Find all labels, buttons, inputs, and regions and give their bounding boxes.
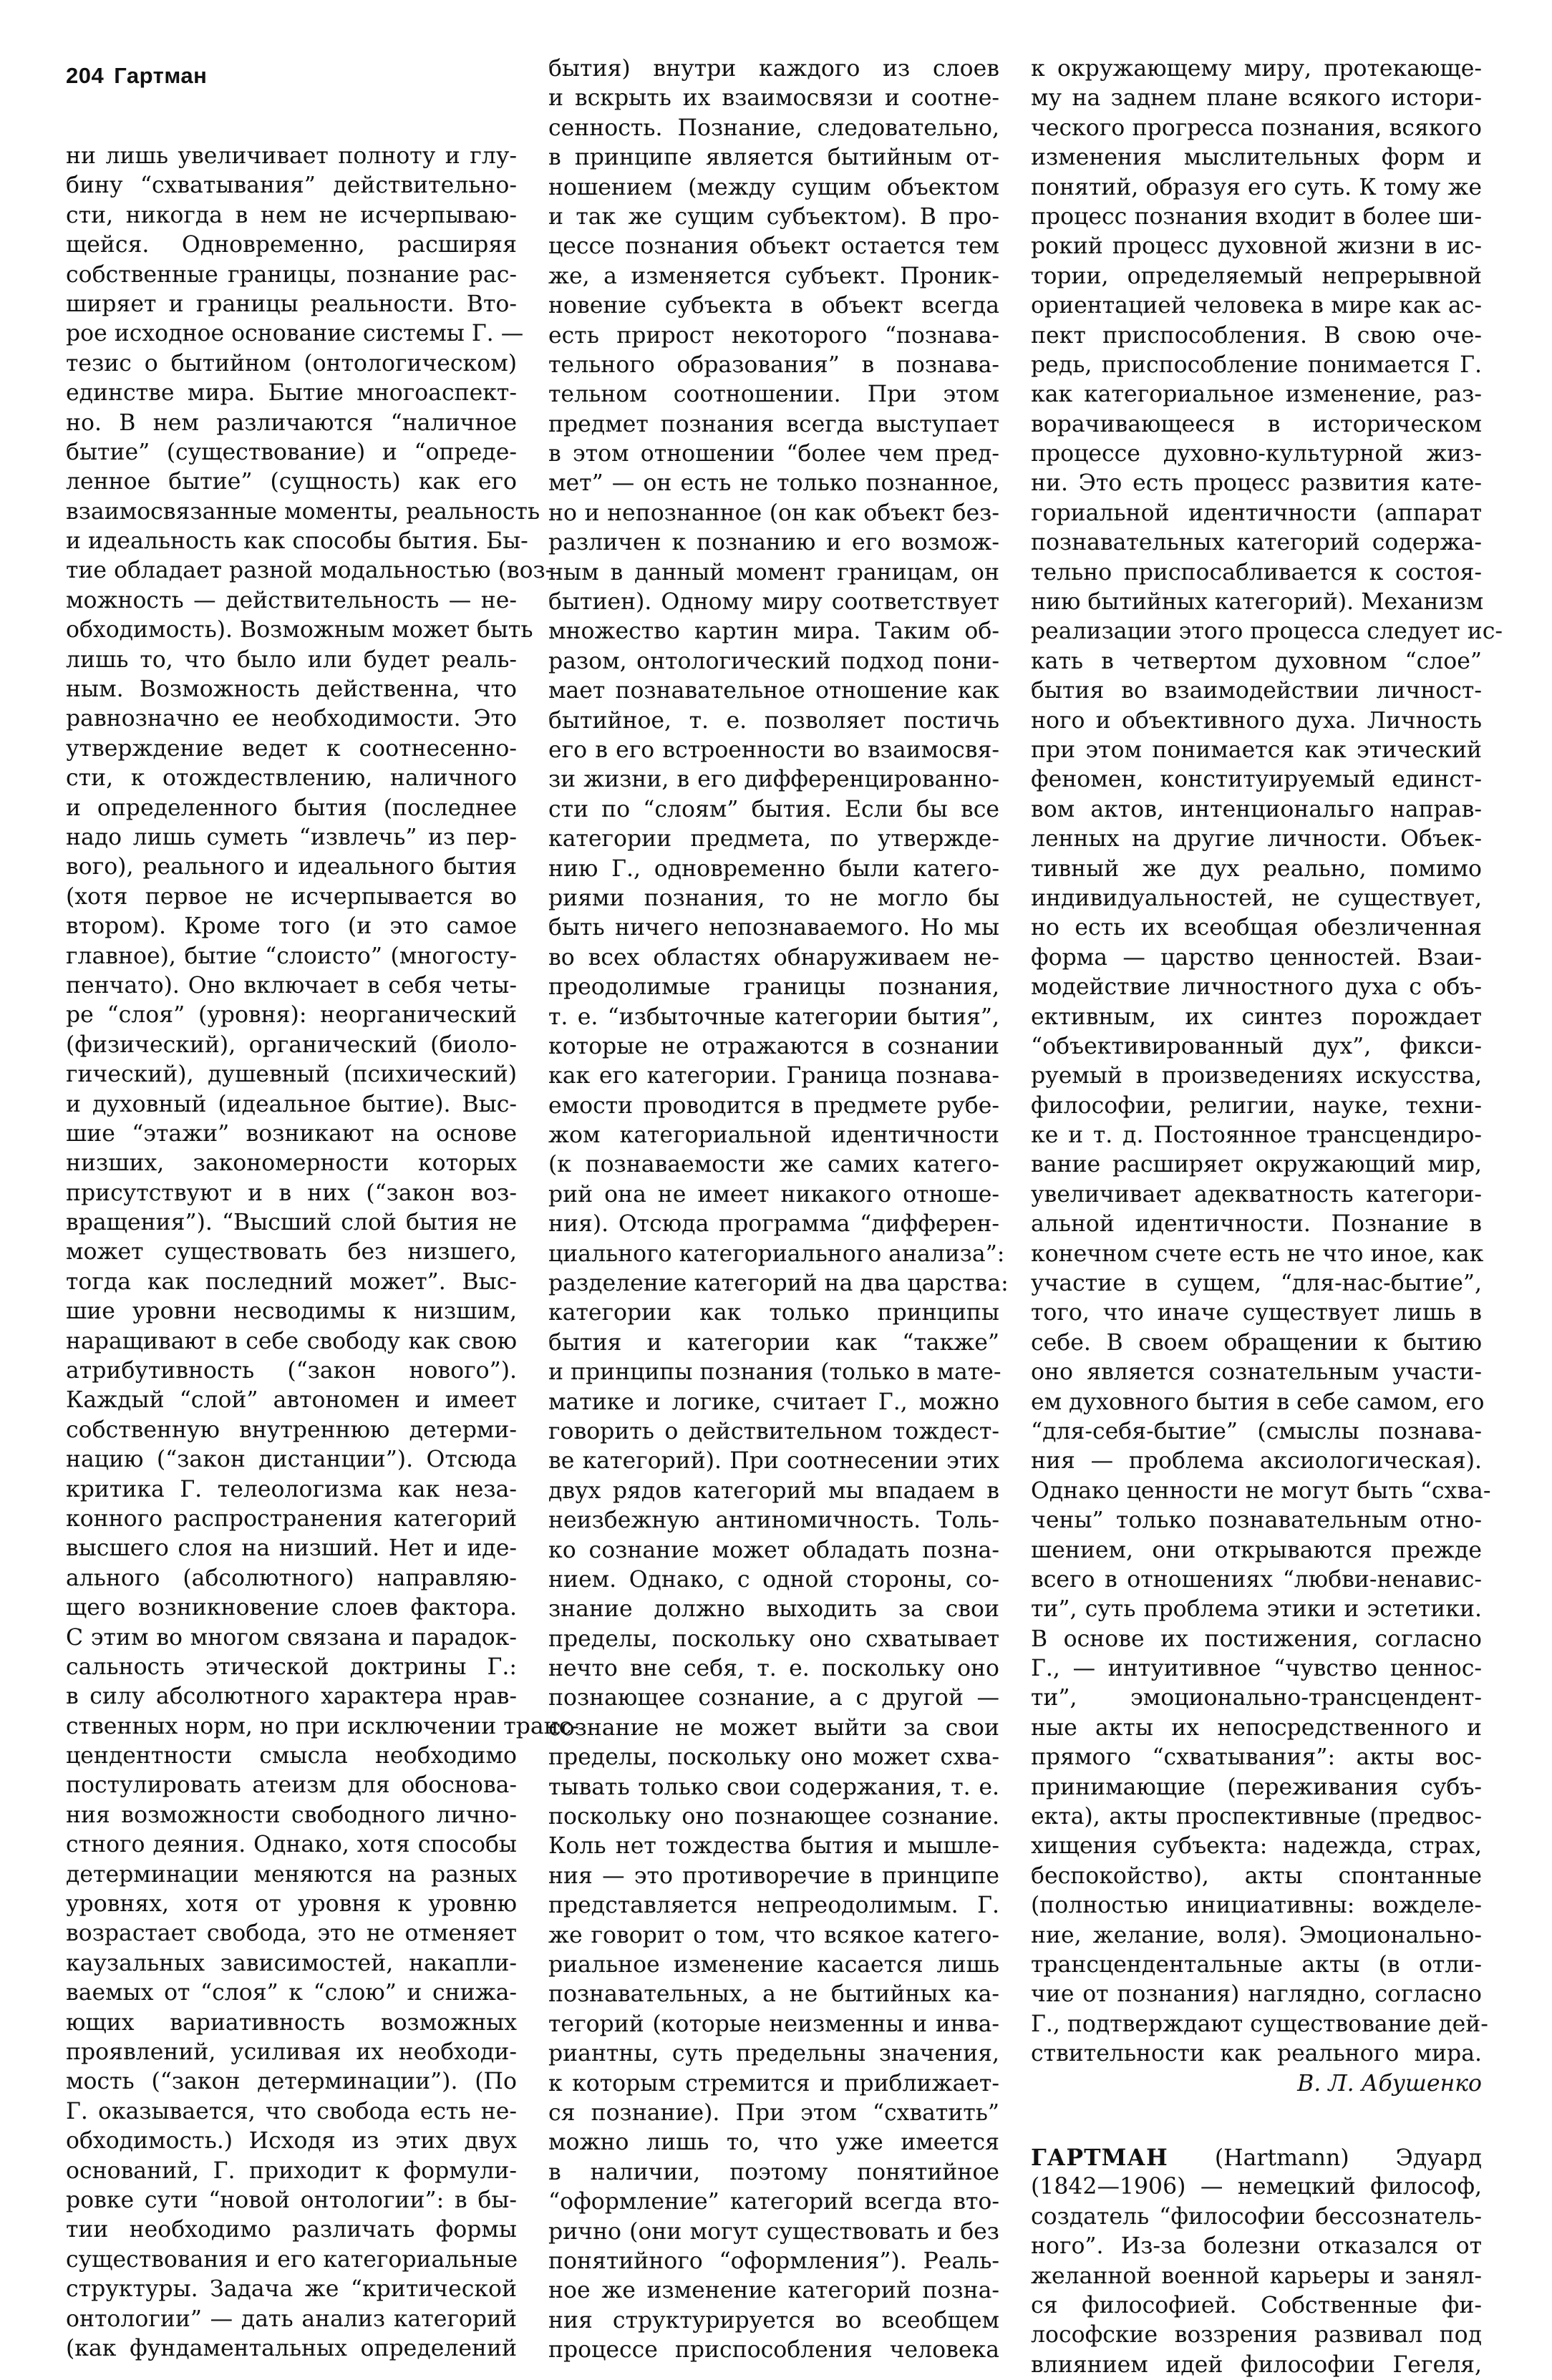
- text-line: тельного образования” в познава-: [548, 351, 999, 378]
- text-line: ющих вариативность возможных: [66, 2009, 517, 2036]
- text-line: равнозначно ее необходимости. Это: [66, 706, 517, 732]
- text-line: ровке сути “новой онтологии”: в бы-: [66, 2187, 517, 2213]
- text-line: ственных норм, но при исключении транс-: [66, 1713, 579, 1739]
- text-line: сти, никогда в нем не исчерпываю-: [66, 202, 517, 228]
- text-line: реализации этого процесса следует ис-: [1031, 618, 1503, 645]
- text-line: прямого “схватывания”: акты вос-: [1031, 1744, 1482, 1771]
- text-line: принимающие (переживания субъ-: [1031, 1774, 1482, 1800]
- text-line: в силу абсолютного характера нрав-: [66, 1684, 517, 1710]
- text-line: мость (“закон детерминации”). (По: [66, 2069, 517, 2095]
- text-line: сти по “слоям” бытия. Если бы все: [548, 796, 999, 822]
- text-line: влиянием идей философии Гегеля,: [1031, 2351, 1482, 2378]
- text-line: в этом отношении “более чем пред-: [548, 441, 999, 467]
- text-line: нечто вне себя, т. е. поскольку оно: [548, 1656, 999, 1682]
- text-line: лишь то, что было или будет реаль-: [66, 646, 517, 673]
- text-line: стного деяния. Однако, хотя способы: [66, 1832, 517, 1858]
- text-column-2: [548, 54, 1009, 2365]
- text-line: ке и т. д. Постоянное трансцендиро-: [1031, 1122, 1482, 1149]
- text-line: в наличии, поэтому понятийное: [548, 2159, 999, 2185]
- text-line: ние, желание, воля). Эмоционально-: [1031, 1922, 1482, 1948]
- text-line: но. В нем различаются “наличное: [66, 409, 517, 436]
- text-line: существования и его категориальные: [66, 2246, 518, 2273]
- text-line: присутствуют и в них (“закон воз-: [66, 1180, 517, 1206]
- text-line: ния). Отсюда программа “дифферен-: [548, 1211, 999, 1238]
- text-line: проявлений, усиливая их необходи-: [66, 2039, 517, 2065]
- text-line: нием. Однако, с одной стороны, со-: [548, 1566, 999, 1593]
- text-line: конного распространения категорий: [66, 1505, 517, 1532]
- text-line: собственную внутреннюю детерми-: [66, 1417, 517, 1443]
- text-line: постулировать атеизм для обоснова-: [66, 1772, 517, 1799]
- text-line: тие обладает разной модальностью (воз-: [66, 558, 553, 584]
- text-line: ленных на другие личности. Объек-: [1031, 826, 1482, 853]
- text-line: познавательных категорий содержа-: [1031, 530, 1482, 556]
- text-line: сознание не может выйти за свои: [548, 1714, 999, 1741]
- text-line: утверждение ведет к соотнесенно-: [66, 735, 517, 762]
- text-line: ти”, эмоционально-трансцендент-: [1031, 1685, 1482, 1711]
- text-line: возрастает свобода, это не отменяет: [66, 1920, 517, 1947]
- text-line: сенность. Познание, следовательно,: [548, 115, 999, 141]
- text-line: ширяет и границы реальности. Вто-: [66, 291, 517, 317]
- text-line: цендентности смысла необходимо: [66, 1743, 517, 1769]
- text-line: нию Г., одновременно были катего-: [548, 855, 999, 882]
- text-column-3: [1031, 54, 1503, 2380]
- text-line: ективным, их синтез порождает: [1031, 1004, 1482, 1030]
- text-line: тезис о бытийном (онтологическом): [66, 350, 517, 377]
- text-line: сальность этической доктрины Г.:: [66, 1653, 517, 1680]
- text-line: т. е. “избыточные категории бытия”,: [548, 1004, 999, 1030]
- text-line: В основе их постижения, согласно: [1031, 1626, 1482, 1652]
- text-line: обходимость). Возможным может быть: [66, 617, 533, 643]
- text-line: Г. оказывается, что свобода есть не-: [66, 2098, 517, 2124]
- text-line: тивный же дух реально, помимо: [1031, 855, 1482, 882]
- text-line: му на заднем плане всякого истори-: [1031, 85, 1482, 112]
- text-line: индивидуальностей, не существует,: [1031, 885, 1482, 911]
- text-line: гориальной идентичности (аппарат: [1031, 500, 1482, 526]
- text-line: понятийного “оформления”). Реаль-: [548, 2248, 999, 2274]
- text-line: рое исходное основание системы Г. —: [66, 321, 524, 347]
- text-line: ное же изменение категорий позна-: [548, 2278, 999, 2304]
- text-line: альной идентичности. Познание в: [1031, 1211, 1482, 1238]
- text-line: и определенного бытия (последнее: [66, 795, 517, 821]
- text-line: руемый в произведениях искусства,: [1031, 1063, 1482, 1089]
- entry-first-line: [1031, 2143, 1482, 2172]
- text-line: тории, определяемый непрерывной: [1031, 263, 1482, 289]
- text-line: быть ничего непознаваемого. Но мы: [548, 915, 999, 941]
- text-line: бытия) внутри каждого из слоев: [548, 56, 999, 82]
- text-line: С этим во многом связана и парадок-: [66, 1624, 517, 1651]
- text-line: шением, они открываются прежде: [1031, 1537, 1482, 1563]
- text-line: критика Г. телеологизма как неза-: [66, 1476, 517, 1502]
- text-line: познающее сознание, а с другой —: [548, 1685, 999, 1711]
- text-line: мет” — он есть не только познанное,: [548, 470, 999, 497]
- text-line: низших, закономерности которых: [66, 1150, 517, 1177]
- text-line: ворачивающееся в историческом: [1031, 411, 1482, 437]
- text-line: вом актов, интенциональго направ-: [1031, 796, 1482, 822]
- text-line: ния — проблема аксиологическая).: [1031, 1448, 1482, 1475]
- text-line: атрибутивность (“закон нового”).: [66, 1358, 517, 1384]
- text-line: чены” только познавательным отно-: [1031, 1507, 1482, 1534]
- text-line: риальное изменение касается лишь: [548, 1952, 999, 1978]
- text-line: Каждый “слой” автономен и имеет: [66, 1387, 517, 1414]
- entry-gap: [1031, 2099, 1482, 2143]
- text-line: можно лишь то, что уже имеется: [548, 2129, 999, 2156]
- text-line: категории как только принципы: [548, 1300, 999, 1326]
- text-line: бытийное, т. е. позволяет постичь: [548, 707, 999, 734]
- text-column-1: [66, 142, 579, 2364]
- text-line: категории предмета, по утвержде-: [548, 826, 999, 853]
- text-line: есть прирост некоторого “познава-: [548, 322, 999, 349]
- text-line: (к познаваемости же самих катего-: [548, 1152, 999, 1178]
- text-line: ния возможности свободного лично-: [66, 1802, 517, 1828]
- text-line: втором). Кроме того (и это самое: [66, 913, 517, 940]
- text-line: зи жизни, в его дифференцированно-: [548, 767, 999, 793]
- text-line: процессе духовно-культурной жиз-: [1031, 441, 1482, 467]
- text-line: же, а изменяется субъект. Проник-: [548, 263, 999, 289]
- text-line: Г., — интуитивное “чувство ценнос-: [1031, 1656, 1482, 1682]
- text-line: кать в четвертом духовном “слое”: [1031, 648, 1482, 674]
- text-line: ве категорий). При соотнесении этих: [548, 1448, 999, 1475]
- text-line: изменения мыслительных форм и: [1031, 145, 1482, 171]
- text-line: говорить о действительном тождест-: [548, 1418, 999, 1444]
- text-line: щего возникновение слоев фактора.: [66, 1595, 517, 1621]
- text-line: же говорит о том, что всякое катего-: [548, 1922, 999, 1948]
- text-line: тывать только свои содержания, т. е.: [548, 1774, 999, 1800]
- text-line: рокий процесс духовной жизни в ис-: [1031, 233, 1482, 260]
- text-line: к окружающему миру, протекающе-: [1031, 56, 1482, 82]
- text-line: ориентацией человека в мире как ас-: [1031, 293, 1482, 319]
- text-line: Однако ценности не могут быть “схва-: [1031, 1477, 1491, 1504]
- text-line: двух рядов категорий мы впадаем в: [548, 1477, 999, 1504]
- text-line: преодолимые границы познания,: [548, 974, 999, 1001]
- text-line: циального категориального анализа”:: [548, 1240, 1005, 1267]
- text-line: (полностью инициативны: вожделе-: [1031, 1893, 1482, 1919]
- text-line: высшего слоя на низший. Нет и иде-: [66, 1535, 517, 1562]
- text-line: уровнях, хотя от уровня к уровню: [66, 1891, 517, 1918]
- text-line: участие в сущем, “для-нас-бытие”,: [1031, 1271, 1482, 1297]
- text-line: главное), бытие “слоисто” (многосту-: [66, 943, 517, 969]
- text-line: емости проводится в предмете рубе-: [548, 1092, 999, 1119]
- text-line: процессе приспособления человека: [548, 2337, 999, 2364]
- text-line: обходимость.) Исходя из этих двух: [66, 2128, 517, 2155]
- text-line: к которым стремится и приближает-: [548, 2070, 999, 2097]
- text-line: и вскрыть их взаимосвязи и соотне-: [548, 85, 999, 112]
- text-line: разом, онтологический подход пони-: [548, 648, 999, 674]
- text-line: ни лишь увеличивает полноту и глу-: [66, 143, 517, 169]
- running-header: [66, 63, 207, 89]
- text-line: разделение категорий на два царства:: [548, 1271, 1009, 1297]
- text-line: екта), акты проспективные (предвос-: [1031, 1804, 1482, 1830]
- text-line: ные акты их непосредственного и: [1031, 1714, 1482, 1741]
- text-line: феномен, конституируемый единст-: [1031, 767, 1482, 793]
- text-line: матике и логике, считает Г., можно: [548, 1389, 999, 1415]
- text-line: беспокойство), акты спонтанные: [1031, 1862, 1482, 1889]
- text-line: (как фундаментальных определений: [66, 2335, 517, 2361]
- text-line: ся познание). При этом “схватить”: [548, 2099, 999, 2126]
- text-line: и духовный (идеальное бытие). Выс-: [66, 1091, 517, 1117]
- running-title: Гартман: [114, 63, 208, 88]
- text-line: ния структурируется во всеобщем: [548, 2307, 999, 2333]
- text-line: можность — действительность — не-: [66, 587, 517, 613]
- text-line: (физический), органический (биоло-: [66, 1031, 517, 1058]
- text-line: познавательных, а не бытийных ка-: [548, 1981, 999, 2008]
- text-line: структуры. Задача же “критической: [66, 2276, 517, 2303]
- text-line: новение субъекта в объект всегда: [548, 293, 999, 319]
- text-line: и принципы познания (только в мате-: [548, 1359, 1001, 1386]
- text-line: ношением (между сущим объектом: [548, 174, 999, 200]
- text-line: философии, религии, науке, техни-: [1031, 1092, 1482, 1119]
- text-line: ного”. Из-за болезни отказался от: [1031, 2233, 1482, 2260]
- text-line: бытия и категории как “также”: [548, 1329, 999, 1356]
- text-line: шие уровни несводимы к низшим,: [66, 1298, 517, 1325]
- text-line: и так же сущим субъектом). В про-: [548, 203, 999, 230]
- text-line: которые не отражаются в сознании: [548, 1033, 999, 1059]
- text-line: тегорий (которые неизменны и инва-: [548, 2011, 999, 2037]
- page-number: 204: [66, 63, 105, 88]
- text-line: пределы, поскольку оно может схва-: [548, 1744, 999, 1771]
- text-line: бытия во взаимодействии личност-: [1031, 678, 1482, 704]
- text-line: сти, к отождествлению, наличного: [66, 765, 517, 792]
- text-line: ального (абсолютного) направляю-: [66, 1565, 517, 1591]
- text-line: понятий, образуя его суть. К тому же: [1031, 174, 1482, 200]
- text-line: может существовать без низшего,: [66, 1239, 517, 1266]
- text-line: (1842—1906) — немецкий философ,: [1031, 2174, 1482, 2200]
- text-line: пект приспособления. В свою оче-: [1031, 322, 1482, 349]
- text-line: представляется непреодолимым. Г.: [548, 1893, 999, 1919]
- text-line: рий она не имеет никакого отноше-: [548, 1181, 999, 1208]
- text-line: ным. Возможность действенна, что: [66, 676, 517, 703]
- text-line: единстве мира. Бытие многоаспект-: [66, 380, 517, 407]
- text-line: надо лишь суметь “извлечь” из пер-: [66, 824, 517, 850]
- text-line: во всех областях обнаруживаем не-: [548, 944, 999, 971]
- text-line: тельно приспосабливается к состоя-: [1031, 559, 1482, 586]
- text-line: вание расширяет окружающий мир,: [1031, 1152, 1482, 1178]
- text-line: различен к познанию и его возмож-: [548, 530, 999, 556]
- text-line: ваемых от “слоя” к “слою” и снижа-: [66, 1980, 517, 2006]
- text-line: бытиен). Одному миру соответствует: [548, 589, 999, 616]
- text-line: ко сознание может обладать позна-: [548, 1537, 999, 1563]
- text-line: себе. В своем обращении к бытию: [1031, 1329, 1482, 1356]
- text-line: процесс познания входит в более ши-: [1031, 203, 1482, 230]
- text-line: детерминации меняются на разных: [66, 1861, 517, 1888]
- text-line: тогда как последний может”. Выс-: [66, 1268, 517, 1295]
- text-line: как категориальное изменение, раз-: [1031, 382, 1482, 408]
- text-line: бину “схватывания” действительно-: [66, 173, 517, 199]
- text-line: цессе познания объект остается тем: [548, 233, 999, 260]
- text-line: ти”, суть проблема этики и эстетики.: [1031, 1596, 1482, 1623]
- text-line: мает познавательное отношение как: [548, 678, 999, 704]
- text-line: модействие личностного духа с объ-: [1031, 974, 1482, 1001]
- text-line: вого), реального и идеального бытия: [66, 854, 517, 880]
- text-line: Г., подтверждают существование дей-: [1031, 2011, 1488, 2037]
- text-line: рично (они могут существовать и без: [548, 2218, 999, 2245]
- entry-line-rest: (Hartmann) Эдуард: [1168, 2145, 1482, 2171]
- text-line: ческого прогресса познания, всякого: [1031, 115, 1482, 141]
- text-line: форма — царство ценностей. Взаи-: [1031, 944, 1482, 971]
- text-line: предмет познания всегда выступает: [548, 411, 999, 437]
- text-line: множество картин мира. Таким об-: [548, 618, 999, 645]
- text-line: хищения субъекта: надежда, страх,: [1031, 1833, 1482, 1860]
- text-line: ся философией. Собственные фи-: [1031, 2292, 1482, 2318]
- text-line: поскольку оно познающее сознание.: [548, 1804, 999, 1830]
- text-line: (хотя первое не исчерпывается во: [66, 883, 517, 910]
- text-line: риями познания, то не могло бы: [548, 885, 999, 911]
- text-line: собственные границы, познание рас-: [66, 261, 517, 288]
- text-line: жом категориальной идентичности: [548, 1122, 999, 1149]
- text-line: “объективированный дух”, фикси-: [1031, 1033, 1482, 1059]
- text-line: пенчато). Оно включает в себя четы-: [66, 972, 517, 999]
- text-line: как его категории. Граница познава-: [548, 1063, 999, 1089]
- text-line: всего в отношениях “любви-ненавис-: [1031, 1566, 1482, 1593]
- text-line: каузальных зависимостей, накапли-: [66, 1950, 517, 1976]
- text-line: пределы, поскольку оно схватывает: [548, 1626, 999, 1652]
- text-line: Коль нет тождества бытия и мышле-: [548, 1833, 999, 1860]
- text-line: в принципе является бытийным от-: [548, 145, 999, 171]
- text-line: онтологии” — дать анализ категорий: [66, 2306, 517, 2332]
- text-line: тии необходимо различать формы: [66, 2217, 517, 2243]
- text-line: оно является сознательным участи-: [1031, 1359, 1482, 1386]
- text-line: редь, приспособление понимается Г.: [1031, 351, 1482, 378]
- text-line: оснований, Г. приходит к формули-: [66, 2157, 517, 2184]
- text-line: бытие” (существование) и “опреде-: [66, 439, 517, 465]
- text-line: но и непознанное (он как объект без-: [548, 500, 999, 526]
- text-line: ствительности как реального мира.: [1031, 2041, 1482, 2067]
- text-line: ем духовного бытия в себе самом, его: [1031, 1389, 1485, 1415]
- text-line: желанной военной карьеры и занял-: [1031, 2263, 1482, 2289]
- text-line: трансцендентальные акты (в отли-: [1031, 1952, 1482, 1978]
- text-line: ни. Это есть процесс развития кате-: [1031, 470, 1482, 497]
- text-line: того, что иначе существует лишь в: [1031, 1300, 1482, 1326]
- text-line: щейся. Одновременно, расширяя: [66, 232, 517, 258]
- text-line: чие от познания) наглядно, согласно: [1031, 1981, 1482, 2008]
- text-line: увеличивает адекватность категори-: [1031, 1181, 1482, 1208]
- text-line: ре “слоя” (уровня): неорганический: [66, 1002, 517, 1029]
- text-line: шие “этажи” возникают на основе: [66, 1120, 517, 1147]
- text-line: нию бытийных категорий). Механизм: [1031, 589, 1484, 616]
- text-line: при этом понимается как этический: [1031, 737, 1482, 763]
- text-line: но есть их всеобщая обезличенная: [1031, 915, 1482, 941]
- text-line: создатель “философии бессознатель-: [1031, 2203, 1482, 2230]
- text-line: ленное бытие” (сущность) как его: [66, 469, 517, 495]
- text-line: “оформление” категорий всегда вто-: [548, 2189, 999, 2215]
- text-line: конечном счете есть не что иное, как: [1031, 1240, 1484, 1267]
- text-line: его в его встроенности во взаимосвя-: [548, 737, 999, 763]
- text-line: ния — это противоречие в принципе: [548, 1862, 999, 1889]
- text-line: и идеальность как способы бытия. Бы-: [66, 528, 528, 555]
- text-line: наращивают в себе свободу как свою: [66, 1328, 517, 1354]
- text-line: гический), душевный (психический): [66, 1062, 517, 1088]
- text-line: неизбежную антиномичность. Толь-: [548, 1507, 999, 1534]
- text-line: ного и объективного духа. Личность: [1031, 707, 1482, 734]
- text-line: лософские воззрения развивал под: [1031, 2322, 1482, 2349]
- text-line: знание должно выходить за свои: [548, 1596, 999, 1623]
- text-line: риантны, суть предельны значения,: [548, 2041, 999, 2067]
- text-line: вращения”). “Высший слой бытия не: [66, 1210, 517, 1236]
- text-line: нацию (“закон дистанции”). Отсюда: [66, 1447, 517, 1473]
- text-line: ным в данный момент границам, он: [548, 559, 999, 586]
- text-line: тельном соотношении. При этом: [548, 382, 999, 408]
- author-signature: В. Л. Абушенко: [1297, 2070, 1482, 2097]
- entry-headword: ГАРТМАН: [1031, 2144, 1168, 2171]
- text-line: “для-себя-бытие” (смыслы познава-: [1031, 1418, 1482, 1444]
- text-line: взаимосвязанные моменты, реальность: [66, 498, 540, 525]
